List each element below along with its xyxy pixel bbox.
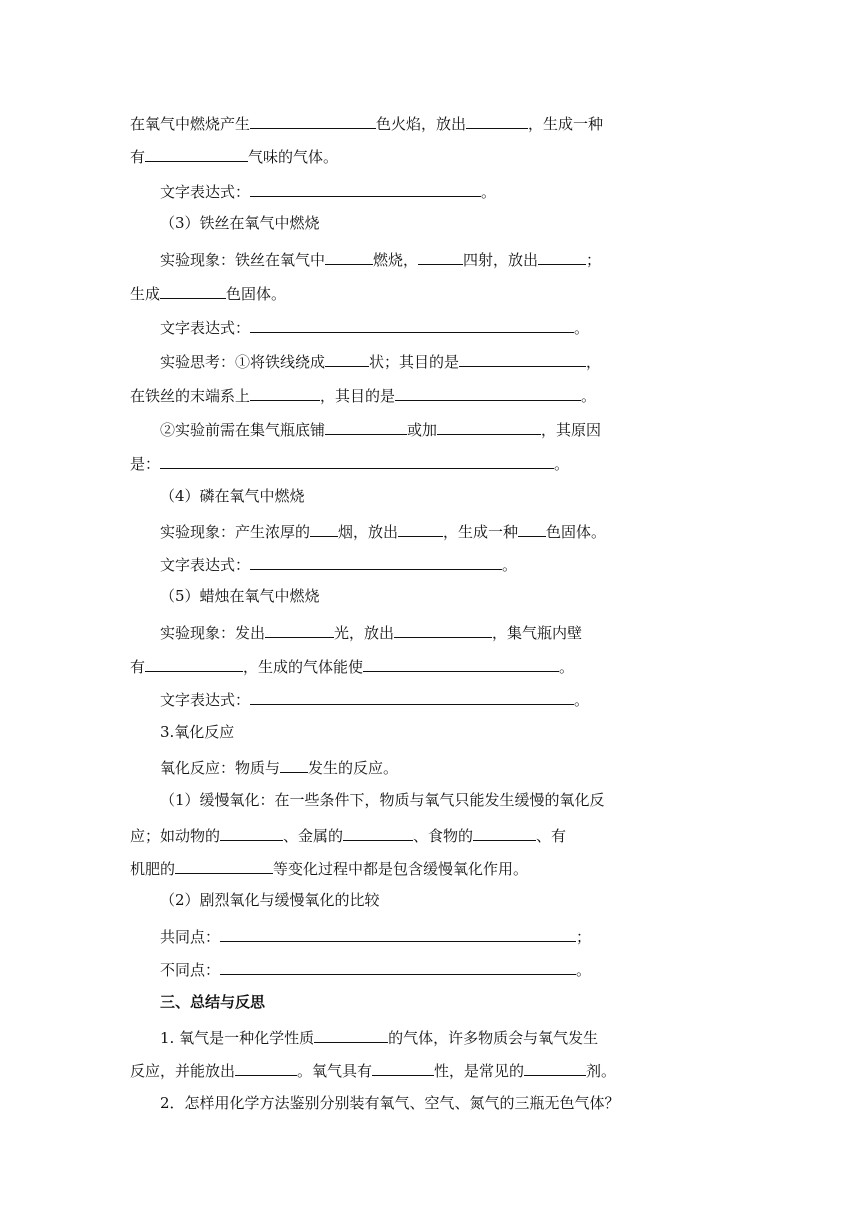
fill-blank[interactable] [145, 655, 243, 672]
text-line: 有 ，生成的气体能使 。 [130, 655, 574, 677]
fill-blank[interactable] [398, 520, 443, 537]
text-line: （1）缓慢氧化：在一些条件下，物质与氧气只能发生缓慢的氧化反 [160, 791, 605, 809]
section-heading: （3）铁丝在氧气中燃烧 [160, 214, 320, 232]
text-line: 不同点： 。 [160, 958, 591, 980]
text-line: 实验思考：①将铁线绕成 状；其目的是 ， [160, 350, 601, 372]
section-heading: （2）剧烈氧化与缓慢氧化的比较 [160, 891, 380, 909]
text-line: 2．怎样用化学方法鉴别分别装有氧气、空气、氮气的三瓶无色气体？ [160, 1094, 620, 1112]
fill-blank[interactable] [250, 316, 574, 333]
text-line: 实验现象：产生浓厚的 烟，放出 ，生成一种 色固体。 [160, 520, 606, 542]
section-heading: （4）磷在氧气中燃烧 [160, 487, 305, 505]
fill-blank[interactable] [394, 621, 492, 638]
text-line: 文字表达式： 。 [160, 316, 589, 338]
fill-blank[interactable] [314, 1026, 388, 1043]
fill-blank[interactable] [310, 520, 338, 537]
fill-blank[interactable] [280, 756, 308, 773]
fill-blank[interactable] [466, 112, 528, 129]
fill-blank[interactable] [160, 282, 226, 299]
fill-blank[interactable] [175, 857, 273, 874]
fill-blank[interactable] [325, 350, 369, 367]
fill-blank[interactable] [250, 553, 502, 570]
text-line: 共同点： ； [160, 925, 591, 947]
fill-blank[interactable] [473, 824, 536, 841]
text-line: 机肥的 等变化过程中都是包含缓慢氧化作用。 [130, 857, 528, 879]
text-line: 应；如动物的 、金属的 、食物的 、有 [130, 824, 566, 846]
text-line: 氧化反应：物质与 发生的反应。 [160, 756, 398, 778]
text-line: 生成 色固体。 [130, 282, 286, 304]
text-line: 实验现象：发出 光，放出 ，集气瓶内壁 [160, 621, 582, 643]
fill-blank[interactable] [235, 1059, 297, 1076]
section-heading: 3.氧化反应 [160, 723, 235, 741]
text-line: 反应，并能放出 。氧气具有 性，是常见的 剂。 [130, 1059, 616, 1081]
fill-blank[interactable] [343, 824, 413, 841]
fill-blank[interactable] [220, 958, 576, 975]
text-line: 文字表达式： 。 [160, 688, 589, 710]
fill-blank[interactable] [220, 925, 576, 942]
text-line: 是： 。 [130, 452, 569, 474]
fill-blank[interactable] [250, 384, 320, 401]
fill-blank[interactable] [160, 452, 554, 469]
text-line: ②实验前需在集气瓶底铺 或加 ，其原因 [160, 418, 601, 440]
text-line: 文字表达式： 。 [160, 180, 496, 202]
fill-blank[interactable] [524, 1059, 586, 1076]
fill-blank[interactable] [325, 248, 373, 265]
text-line: 文字表达式： 。 [160, 553, 517, 575]
text-line: 1. 氧气是一种化学性质 的气体，许多物质会与氧气发生 [160, 1026, 598, 1048]
fill-blank[interactable] [418, 248, 463, 265]
fill-blank[interactable] [372, 1059, 434, 1076]
fill-blank[interactable] [518, 520, 546, 537]
fill-blank[interactable] [395, 384, 581, 401]
text-line: 有 气味的气体。 [130, 145, 338, 167]
fill-blank[interactable] [437, 418, 541, 435]
fill-blank[interactable] [250, 688, 574, 705]
fill-blank[interactable] [250, 112, 376, 129]
section-heading: 三、总结与反思 [160, 993, 266, 1011]
section-heading: （5）蜡烛在氧气中燃烧 [160, 587, 320, 605]
fill-blank[interactable] [220, 824, 283, 841]
text-line: 在氧气中燃烧产生 色火焰，放出 ，生成一种 [130, 112, 603, 134]
fill-blank[interactable] [363, 655, 559, 672]
text-line: 实验现象：铁丝在氧气中 燃烧， 四射，放出 ； [160, 248, 601, 270]
fill-blank[interactable] [265, 621, 334, 638]
fill-blank[interactable] [325, 418, 407, 435]
fill-blank[interactable] [459, 350, 586, 367]
fill-blank[interactable] [538, 248, 586, 265]
fill-blank[interactable] [145, 145, 248, 162]
text-line: 在铁丝的末端系上 ，其目的是 。 [130, 384, 596, 406]
fill-blank[interactable] [250, 180, 481, 197]
